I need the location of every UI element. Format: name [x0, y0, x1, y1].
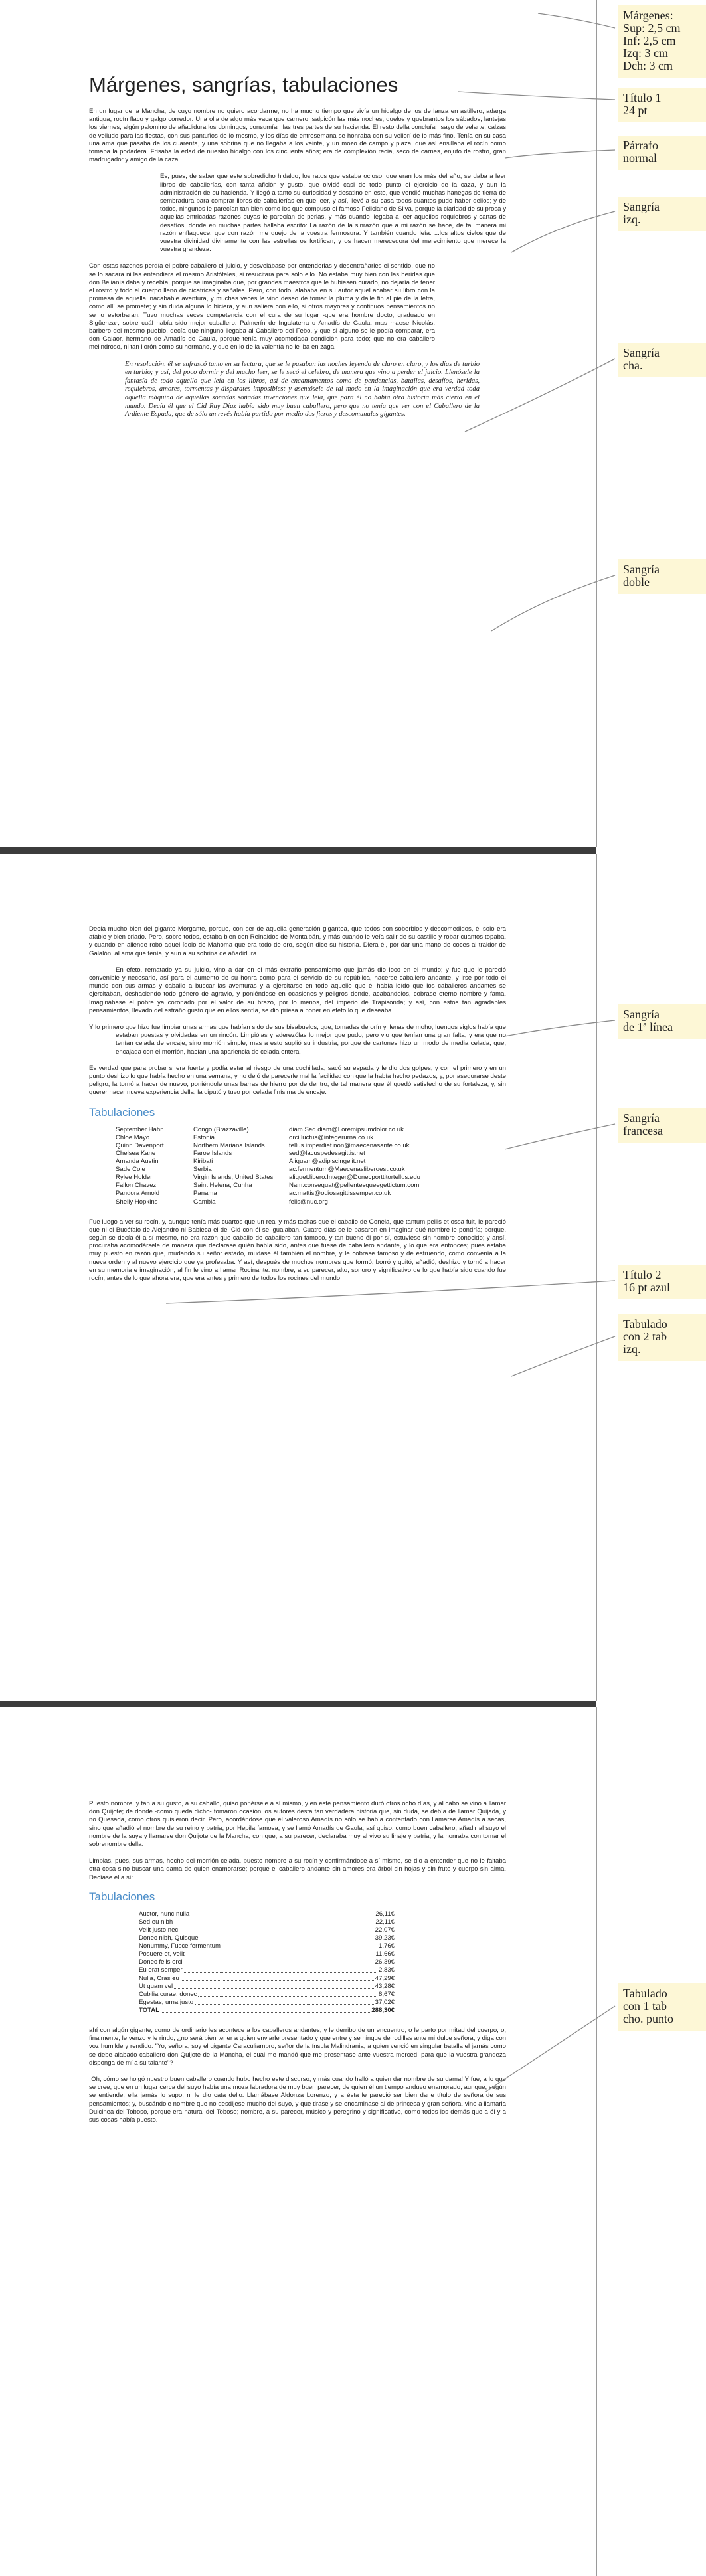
note-line: Sangría: [623, 1111, 660, 1125]
cell-name: Quinn Davenport: [116, 1141, 164, 1149]
note-line: Párrafo: [623, 139, 658, 152]
arrow-sangria-doble: [491, 575, 615, 631]
item-value: 288,30€: [371, 2006, 395, 2014]
item-value: 1,76€: [378, 1942, 395, 1950]
item-label: Donec felis orci: [139, 1958, 183, 1966]
item-label: Velit justo nec: [139, 1926, 179, 1934]
paragraph-normal: Es verdad que para probar si era fuerte y podía estar al riesgo de una cuchillada, sacó su espada y le dio dos golpes, y con el primero y en un punto deshizo lo que había hecho en una semana; y no dejó de parecerle mal la facilidad con que la había hecho pedazos, y, por asegurarse deste peligro, la tornó a hacer de nuevo, poniéndole unas barras de hierro por de dentro, de tal manera que él quedó satisfecho de su fortaleza; y, sin querer hacer nueva experiencia della, la diputó y tuvo por celada finísima de encaje.: [89, 1064, 506, 1097]
arrow-titulo2: [166, 1281, 615, 1303]
cell-email: ac.mattis@odiosagittissemper.co.uk: [289, 1190, 391, 1198]
arrow-sangria-izq: [511, 211, 615, 252]
item-label: Auctor, nunc nulla: [139, 1910, 190, 1918]
paragraph-indent-right: Con estas razones perdía el pobre caballero el juicio, y desvelábase por entenderlas y desentrañarles el sentido, que no se lo sacara ni las entendiera el mesmo Aristóteles, si resucitara para sólo ello. No estaba muy bien con las heridas que don Belianís daba y recebía, porque se imaginaba que, por grandes maestros que le hubiesen curado, no dejaría de tener el rostro y todo el cuerpo lleno de cicatrices y señales. Pero, con todo, alababa en su autor aquel acabar su libro con la promesa de aquella inacabable aventura, y muchas veces le vino deseo de tomar la pluma y dalle fin al pie de la letra, como allí se promete; y sin duda alguna lo hiciera, y aun saliera con ello, si otros mayores y continuos pensamientos no se lo estorbaran. Tuvo muchas veces competencia con el cura de su lugar -que era hombre docto, graduado en Sigüenza-, sobre cuál había sido mejor caballero: Palmerín de Ingalaterra o Amadís de Gaula; mas maese Nicolás, barbero del mesmo pueblo, decía que ninguno llegaba al Caballero del Febo, y que si alguno se le podía comparar, era don Galaor, hermano de Amadís de Gaula, porque tenía muy acomodada condición para todo; que no era caballero melindroso, ni tan llorón como su hermano, y que en lo de la valentía no le iba en zaga.: [89, 262, 435, 351]
section-heading: Tabulaciones: [89, 1890, 155, 1903]
note-line: doble: [623, 575, 650, 589]
cell-name: Fallon Chavez: [116, 1182, 157, 1190]
note-line: con 2 tab: [623, 1330, 667, 1343]
note-line: normal: [623, 151, 657, 165]
cell-name: Rylee Holden: [116, 1174, 154, 1182]
paragraph-normal: Limpias, pues, sus armas, hecho del morrión celada, puesto nombre a su rocín y confirmándose a sí mismo, se dio a entender que no le faltaba otra cosa sino buscar una dama de quien enamorarse; porque el caballero andante sin amores era árbol sin hojas y sin fruto y cuerpo sin alma. Decíase él a sí:: [89, 1857, 506, 1881]
note-line: Dch: 3 cm: [623, 59, 673, 72]
item-value: 11,66€: [375, 1950, 395, 1958]
cell-name: Chloe Mayo: [116, 1133, 150, 1141]
cell-name: Amanda Austin: [116, 1158, 159, 1166]
note-line: Tabulado: [623, 1987, 667, 2000]
note-line: Sangría: [623, 1008, 660, 1021]
cell-email: sed@lacuspedesagittis.net: [289, 1149, 365, 1157]
note-line: 24 pt: [623, 104, 648, 117]
cell-name: Chelsea Kane: [116, 1149, 156, 1157]
item-value: 22,07€: [375, 1926, 395, 1934]
section-heading: Tabulaciones: [89, 1105, 155, 1119]
note-line: 16 pt azul: [623, 1281, 670, 1294]
item-value: 37,02€: [375, 1998, 395, 2006]
item-value: 26,11€: [375, 1910, 395, 1918]
cell-country: Kiribati: [193, 1158, 213, 1166]
cell-country: Northern Mariana Islands: [193, 1141, 265, 1149]
cell-name: September Hahn: [116, 1125, 164, 1133]
item-value: 26,39€: [375, 1958, 395, 1966]
cell-country: Congo (Brazzaville): [193, 1125, 249, 1133]
note-line: Inf: 2,5 cm: [623, 34, 676, 47]
item-label: Cubilia curae; donec: [139, 1990, 197, 1998]
item-value: 43,28€: [375, 1982, 395, 1990]
cell-email: Aliquam@adipiscingelit.net: [289, 1158, 366, 1166]
note-line: cho. punto: [623, 2012, 673, 2025]
item-value: 39,23€: [375, 1934, 395, 1942]
paragraph-normal: Decía mucho bien del gigante Morgante, porque, con ser de aquella generación gigantea, que todos son soberbios y descomedidos, él solo era afable y bien criado. Pero, sobre todos, estaba bien con Reinaldos de Montalbán, y más cuando le veía salir de su castillo y robar cuantos topaba, y cuando en allende robó aquel ídolo de Mahoma que era todo de oro, según dice su historia. Diera él, por dar una mano de coces al traidor de Galalón, al ama que tenía, y aun a su sobrina de añadidura.: [89, 925, 506, 957]
note-line: izq.: [623, 213, 641, 226]
cell-name: Sade Cole: [116, 1166, 145, 1174]
item-label: Ut quam vel: [139, 1982, 173, 1990]
cell-country: Serbia: [193, 1166, 212, 1174]
cell-country: Gambia: [193, 1198, 216, 1206]
note-line: Título 2: [623, 1268, 662, 1281]
arrow-1tab: [485, 2006, 615, 2092]
cell-email: orci.luctus@integerurna.co.uk: [289, 1133, 374, 1141]
item-value: 22,11€: [375, 1918, 395, 1926]
arrow-titulo1: [458, 92, 615, 100]
cell-email: felis@nuc.org: [289, 1198, 328, 1206]
paragraph-indent-left: Es, pues, de saber que este sobredicho hidalgo, los ratos que estaba ocioso, que eran los más del año, se daba a leer libros de caballerías, con tanta afición y gusto, que olvidó casi de todo punto el ejercicio de la caza, y aun la administración de su hacienda. Y llegó a tanto su curiosidad y desatino en esto, que vendió muchas hanegas de tierra de sembradura para comprar libros de caballerías en que leer, y así, llevó a su casa todos cuantos pudo haber dellos; y de todos, ningunos le parecían tan bien como los que compuso el famoso Feliciano de Silva, porque la claridad de su prosa y aquellas entricadas razones suyas le parecían de perlas, y más cuando llegaba a leer aquellos requiebros y cartas de desafíos, donde en muchas partes hallaba escrito: La razón de la sinrazón que a mi razón se hace, de tal manera mi razón enflaquece, que con razón me quejo de la vuestra fermosura. Y también cuando leía: ...los altos cielos que de vuestra divinidad divinamente con las estrellas os fortifican, y os hacen merecedora del merecimiento que merece la vuestra grandeza.: [160, 173, 506, 254]
paragraph-normal: ahí con algún gigante, como de ordinario les acontece a los caballeros andantes, y le derribo de un encuentro, o le parto por mitad del cuerpo, o, finalmente, le venzo y le rindo, ¿no será bien tener a quien enviarle presentado y que entre y se hinque de rodillas ante mi dulce señora, y diga con voz humilde y rendido: "Yo, señora, soy el gigante Caraculiambro, señor de la ínsula Malindrania, a quien venció en singular batalla el jamás como se debe alabado caballero don Quijote de la Mancha, el cual me mandó que me presentase ante vuestra merced, para que la vuestra grandeza disponga de mí a su talante"?: [89, 2027, 506, 2067]
note-line: francesa: [623, 1124, 663, 1137]
paragraph-normal: Fue luego a ver su rocín, y, aunque tenía más cuartos que un real y más tachas que el caballo de Gonela, que tantum pellis et ossa fuit, le pareció que ni el Bucéfalo de Alejandro ni Babieca el del Cid con él se igualaban. Cuatro días se le pasaron en imaginar qué nombre le pondría; porque, según se decía él a sí mesmo, no era razón que caballo de caballero tan famoso, y tan bueno él por sí, estuviese sin nombre conocido; y ansí, procuraba acomodársele de manera que declarase quién había sido, antes que fuese de caballero andante, y lo que era entonces; pues estaba muy puesto en razón que, mudando su señor estado, mudase él también el nombre, y le cobrase famoso y de estruendo, como convenía a la nueva orden y al nuevo ejercicio que ya profesaba. Y así, después de muchos nombres que formó, borró y quitó, añadió, deshizo y tornó a hacer en su memoria e imaginación, al fin le vino a llamar Rocinante: nombre, a su parecer, alto, sonoro y significativo de lo que había sido cuando fue rocín, antes de lo que ahora era, que era antes y primero de todos los rocines del mundo.: [89, 1218, 506, 1283]
page-title: Márgenes, sangrías, tabulaciones: [89, 73, 398, 96]
cell-name: Pandora Arnold: [116, 1190, 160, 1198]
item-label: Sed eu nibh: [139, 1918, 173, 1926]
note-line: izq.: [623, 1342, 641, 1356]
item-value: 2,83€: [378, 1966, 395, 1974]
arrow-2tab: [511, 1336, 615, 1376]
paragraph-normal: Puesto nombre, y tan a su gusto, a su caballo, quiso ponérsele a sí mismo, y en este pensamiento duró otros ocho días, y al cabo se vino a llamar don Quijote; de donde -como queda dicho- tomaron ocasión los autores desta tan verdadera historia que, sin duda, se debía de llamar Quijada, y no Quesada, como otros quisieron decir. Pero, acordándose que el valeroso Amadís no sólo se había contentado con llamarse Amadís a secas, sino que añadió el nombre de su reino y patria, por Hepila famosa, y se llamó Amadís de Gaula; así quiso, como buen caballero, añadir al suyo el nombre de la suya y llamarse don Quijote de la Mancha, con que, a su parecer, declaraba muy al vivo su linaje y patria, y la honraba con tomar el sobrenombre della.: [89, 1800, 506, 1849]
note-line: Márgenes:: [623, 9, 673, 22]
paragraph-indent-double: En resolución, él se enfrascó tanto en su lectura, que se le pasaban las noches leyendo de claro en claro, y los días de turbio en turbio; y así, del poco dormir y del mucho leer, se le secó el celebro, de manera que vino a perder el juicio. Llenósele la fantasía de todo aquello que leía en los libros, así de encantamentos como de pendencias, batallas, desafíos, heridas, requiebros, amores, tormentas y disparates imposibles; y asentósele de tal modo en la imaginación que era verdad toda aquella máquina de aquellas sonadas soñadas invenciones que leía, que para él no había otra historia más cierta en el mundo. Decía él que el Cid Ruy Díaz había sido muy buen caballero, pero que no tenía que ver con el Caballero de la Ardiente Espada, que de sólo un revés había partido por medio dos fieros y descomunales gigantes.: [125, 360, 480, 418]
note-line: Sangría: [623, 200, 660, 213]
cell-country: Saint Helena, Cunha: [193, 1182, 252, 1190]
item-label: Nulla, Cras eu: [139, 1974, 179, 1982]
item-label: TOTAL: [139, 2006, 160, 2014]
paragraph-hanging-indent: Y lo primero que hizo fue limpiar unas armas que habían sido de sus bisabuelos, que, tomadas de orín y llenas de moho, luengos siglos había que estaban puestas y olvidadas en un rincón. Limpiólas y aderezólas lo mejor que pudo, pero vio que tenían una gran falta, y era que no tenían celada de encaje, sino morrión simple; mas a esto suplió su industria, porque de cartones hizo un modo de media celada, que, encajada con el morrión, hacían una apariencia de celada entera.: [89, 1024, 506, 1056]
arrow-francesa: [505, 1124, 615, 1149]
arrow-sangria-cha: [465, 359, 615, 432]
cell-country: Faroe Islands: [193, 1149, 232, 1157]
note-line: Sangría: [623, 563, 660, 576]
note-line: Sangría: [623, 346, 660, 359]
item-label: Eu erat semper: [139, 1966, 183, 1974]
note-line: con 1 tab: [623, 1999, 667, 2013]
paragraph-normal: En un lugar de la Mancha, de cuyo nombre no quiero acordarme, no ha mucho tiempo que vivía un hidalgo de los de lanza en astillero, adarga antigua, rocín flaco y galgo corredor. Una olla de algo más vaca que carnero, salpicón las más noches, duelos y quebrantos los sábados, lantejas los viernes, algún palomino de añadidura los domingos, consumían las tres partes de su hacienda. El resto della concluían sayo de velarte, calzas de velludo para las fiestas, con sus pantuflos de lo mesmo, y los días de entresemana se honraba con su vellorí de lo más fino. Tenía en su casa una ama que pasaba de los cuarenta, y una sobrina que no llegaba a los veinte, y un mozo de campo y plaza, que así ensillaba el rocín como tomaba la podadera. Frisaba la edad de nuestro hidalgo con los cincuenta años; era de complexión recia, seco de carnes, enjuto de rostro, gran madrugador y amigo de la caza.: [89, 108, 506, 164]
paragraph-first-line-indent: En efeto, rematado ya su juicio, vino a dar en el más extraño pensamiento que jamás dio loco en el mundo; y fue que le pareció convenible y necesario, así para el aumento de su honra como para el servicio de su república, hacerse caballero andante, y irse por todo el mundo con sus armas y caballo a buscar las aventuras y a ejercitarse en todo aquello que él había leído que los caballeros andantes se ejercitaban, deshaciendo todo género de agravio, y poniéndose en ocasiones y peligros donde, acabándolos, cobrase eterno nombre y fama. Imaginábase el pobre ya coronado por el valor de su brazo, por lo menos, del imperio de Trapisonda; y así, con estos tan agradables pensamientos, llevado del estraño gusto que en ellos sentía, se dio priesa a poner en efeto lo que deseaba.: [89, 966, 506, 1014]
cell-country: Panama: [193, 1190, 217, 1198]
note-line: Tabulado: [623, 1317, 667, 1331]
cell-email: ac.fermentum@Maecenasliberoest.co.uk: [289, 1166, 405, 1174]
arrow-parrafo: [505, 150, 615, 158]
cell-country: Estonia: [193, 1133, 215, 1141]
cell-email: Nam.consequat@pellentesqueegettictum.com: [289, 1182, 420, 1190]
arrow-1a-linea: [505, 1020, 615, 1036]
cell-name: Shelly Hopkins: [116, 1198, 158, 1206]
note-line: Título 1: [623, 91, 662, 104]
note-line: cha.: [623, 359, 643, 372]
note-line: Izq: 3 cm: [623, 46, 668, 60]
note-line: de 1ª línea: [623, 1020, 673, 1034]
arrow-margenes: [538, 13, 615, 28]
item-label: Posuere et, velit: [139, 1950, 185, 1958]
note-line: Sup: 2,5 cm: [623, 21, 681, 35]
paragraph-normal: ¡Oh, cómo se holgó nuestro buen caballero cuando hubo hecho este discurso, y más cuando halló a quien dar nombre de su dama! Y fue, a lo que se cree, que en un lugar cerca del suyo había una moza labradora de muy buen parecer, de quien él un tiempo anduvo enamorado, aunque, según se entiende, ella jamás lo supo, ni le dio cata dello. Llamábase Aldonza Lorenzo, y a ésta le pareció ser bien darle título de señora de sus pensamientos; y, buscándole nombre que no desdijese mucho del suyo, y que tirase y se encaminase al de princesa y gran señora, vino a llamarla Dulcinea del Toboso, porque era natural del Toboso; nombre, a su parecer, músico y peregrino y significativo, como todos los demás que a él y a sus cosas había puesto.: [89, 2076, 506, 2124]
cell-country: Virgin Islands, United States: [193, 1174, 274, 1182]
item-label: Nonummy, Fusce fermentum: [139, 1942, 221, 1950]
cell-email: aliquet.libero.Integer@Donecporttitortellus.edu: [289, 1174, 420, 1182]
item-label: Donec nibh, Quisque: [139, 1934, 199, 1942]
item-label: Egestas, urna justo: [139, 1998, 194, 2006]
cell-email: diam.Sed.diam@Loremipsumdolor.co.uk: [289, 1125, 404, 1133]
cell-email: tellus.imperdiet.non@maecenasante.co.uk: [289, 1141, 410, 1149]
item-value: 8,67€: [378, 1990, 395, 1998]
item-value: 47,29€: [375, 1974, 395, 1982]
